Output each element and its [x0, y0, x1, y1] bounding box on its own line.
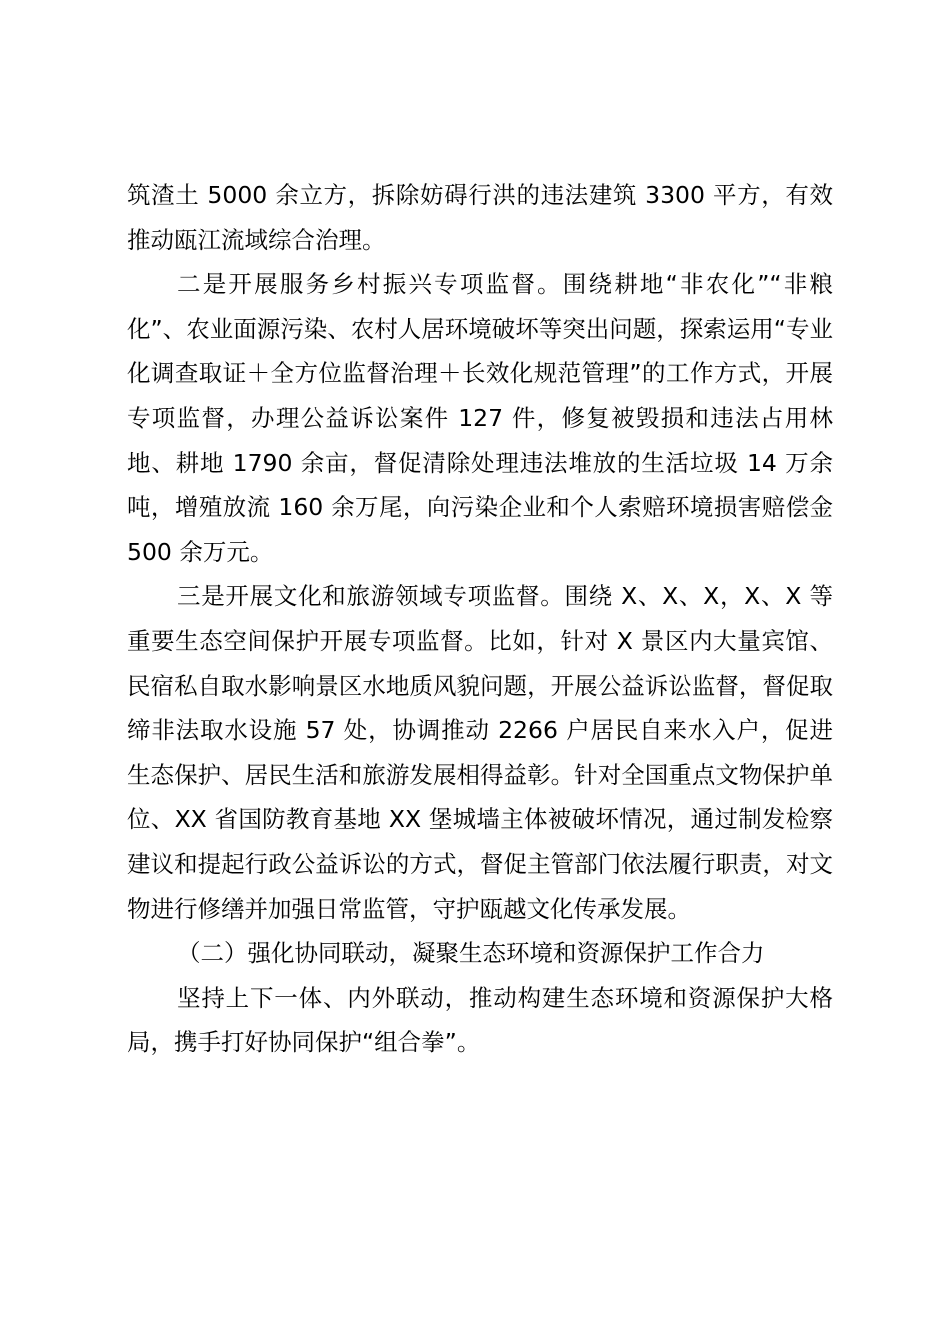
paragraph-rural-revitalization: 二是开展服务乡村振兴专项监督。围绕耕地“非农化”“非粮化”、农业面源污染、农村人居环境破坏等突出问题，探索运用“专业化调查取证＋全方位监督治理＋长效化规范管理”的工作方式，开展专项监督，办理公益诉讼案件 127 件，修复被毁损和违法占用林地、耕地 1790 余亩，督促清除处理违法堆放的生活垃圾 14 万余吨，增殖放流 160 余万尾，向污染企业和个人索赔环境损害赔偿金 500 余万元。 [127, 270, 833, 566]
document-body [127, 173, 833, 1065]
paragraph-continuation: 筑渣土 5000 余立方，拆除妨碍行洪的违法建筑 3300 平方，有效推动瓯江流域综合治理。 [127, 181, 833, 254]
paragraph-culture-tourism: 三是开展文化和旅游领域专项监督。围绕 X、X、X，X、X 等重要生态空间保护开展专项监督。比如，针对 X 景区内大量宾馆、民宿私自取水影响景区水地质风貌问题，开展公益诉讼监督，督促取缔非法取水设施 57 处，协调推动 2266 户居民自来水入户，促进生态保护、居民生活和旅游发展相得益彰。针对全国重点文物保护单位、XX 省国防教育基地 XX 堡城墙主体被破坏情况，通过制发检察建议和提起行政公益诉讼的方式，督促主管部门依法履行职责，对文物进行修缮并加强日常监管，守护瓯越文化传承发展。 [127, 582, 833, 923]
section-heading: （二）强化协同联动，凝聚生态环境和资源保护工作合力 [177, 939, 765, 968]
paragraph-coordination: 坚持上下一体、内外联动，推动构建生态环境和资源保护大格局，携手打好协同保护“组合拳”。 [127, 983, 833, 1057]
